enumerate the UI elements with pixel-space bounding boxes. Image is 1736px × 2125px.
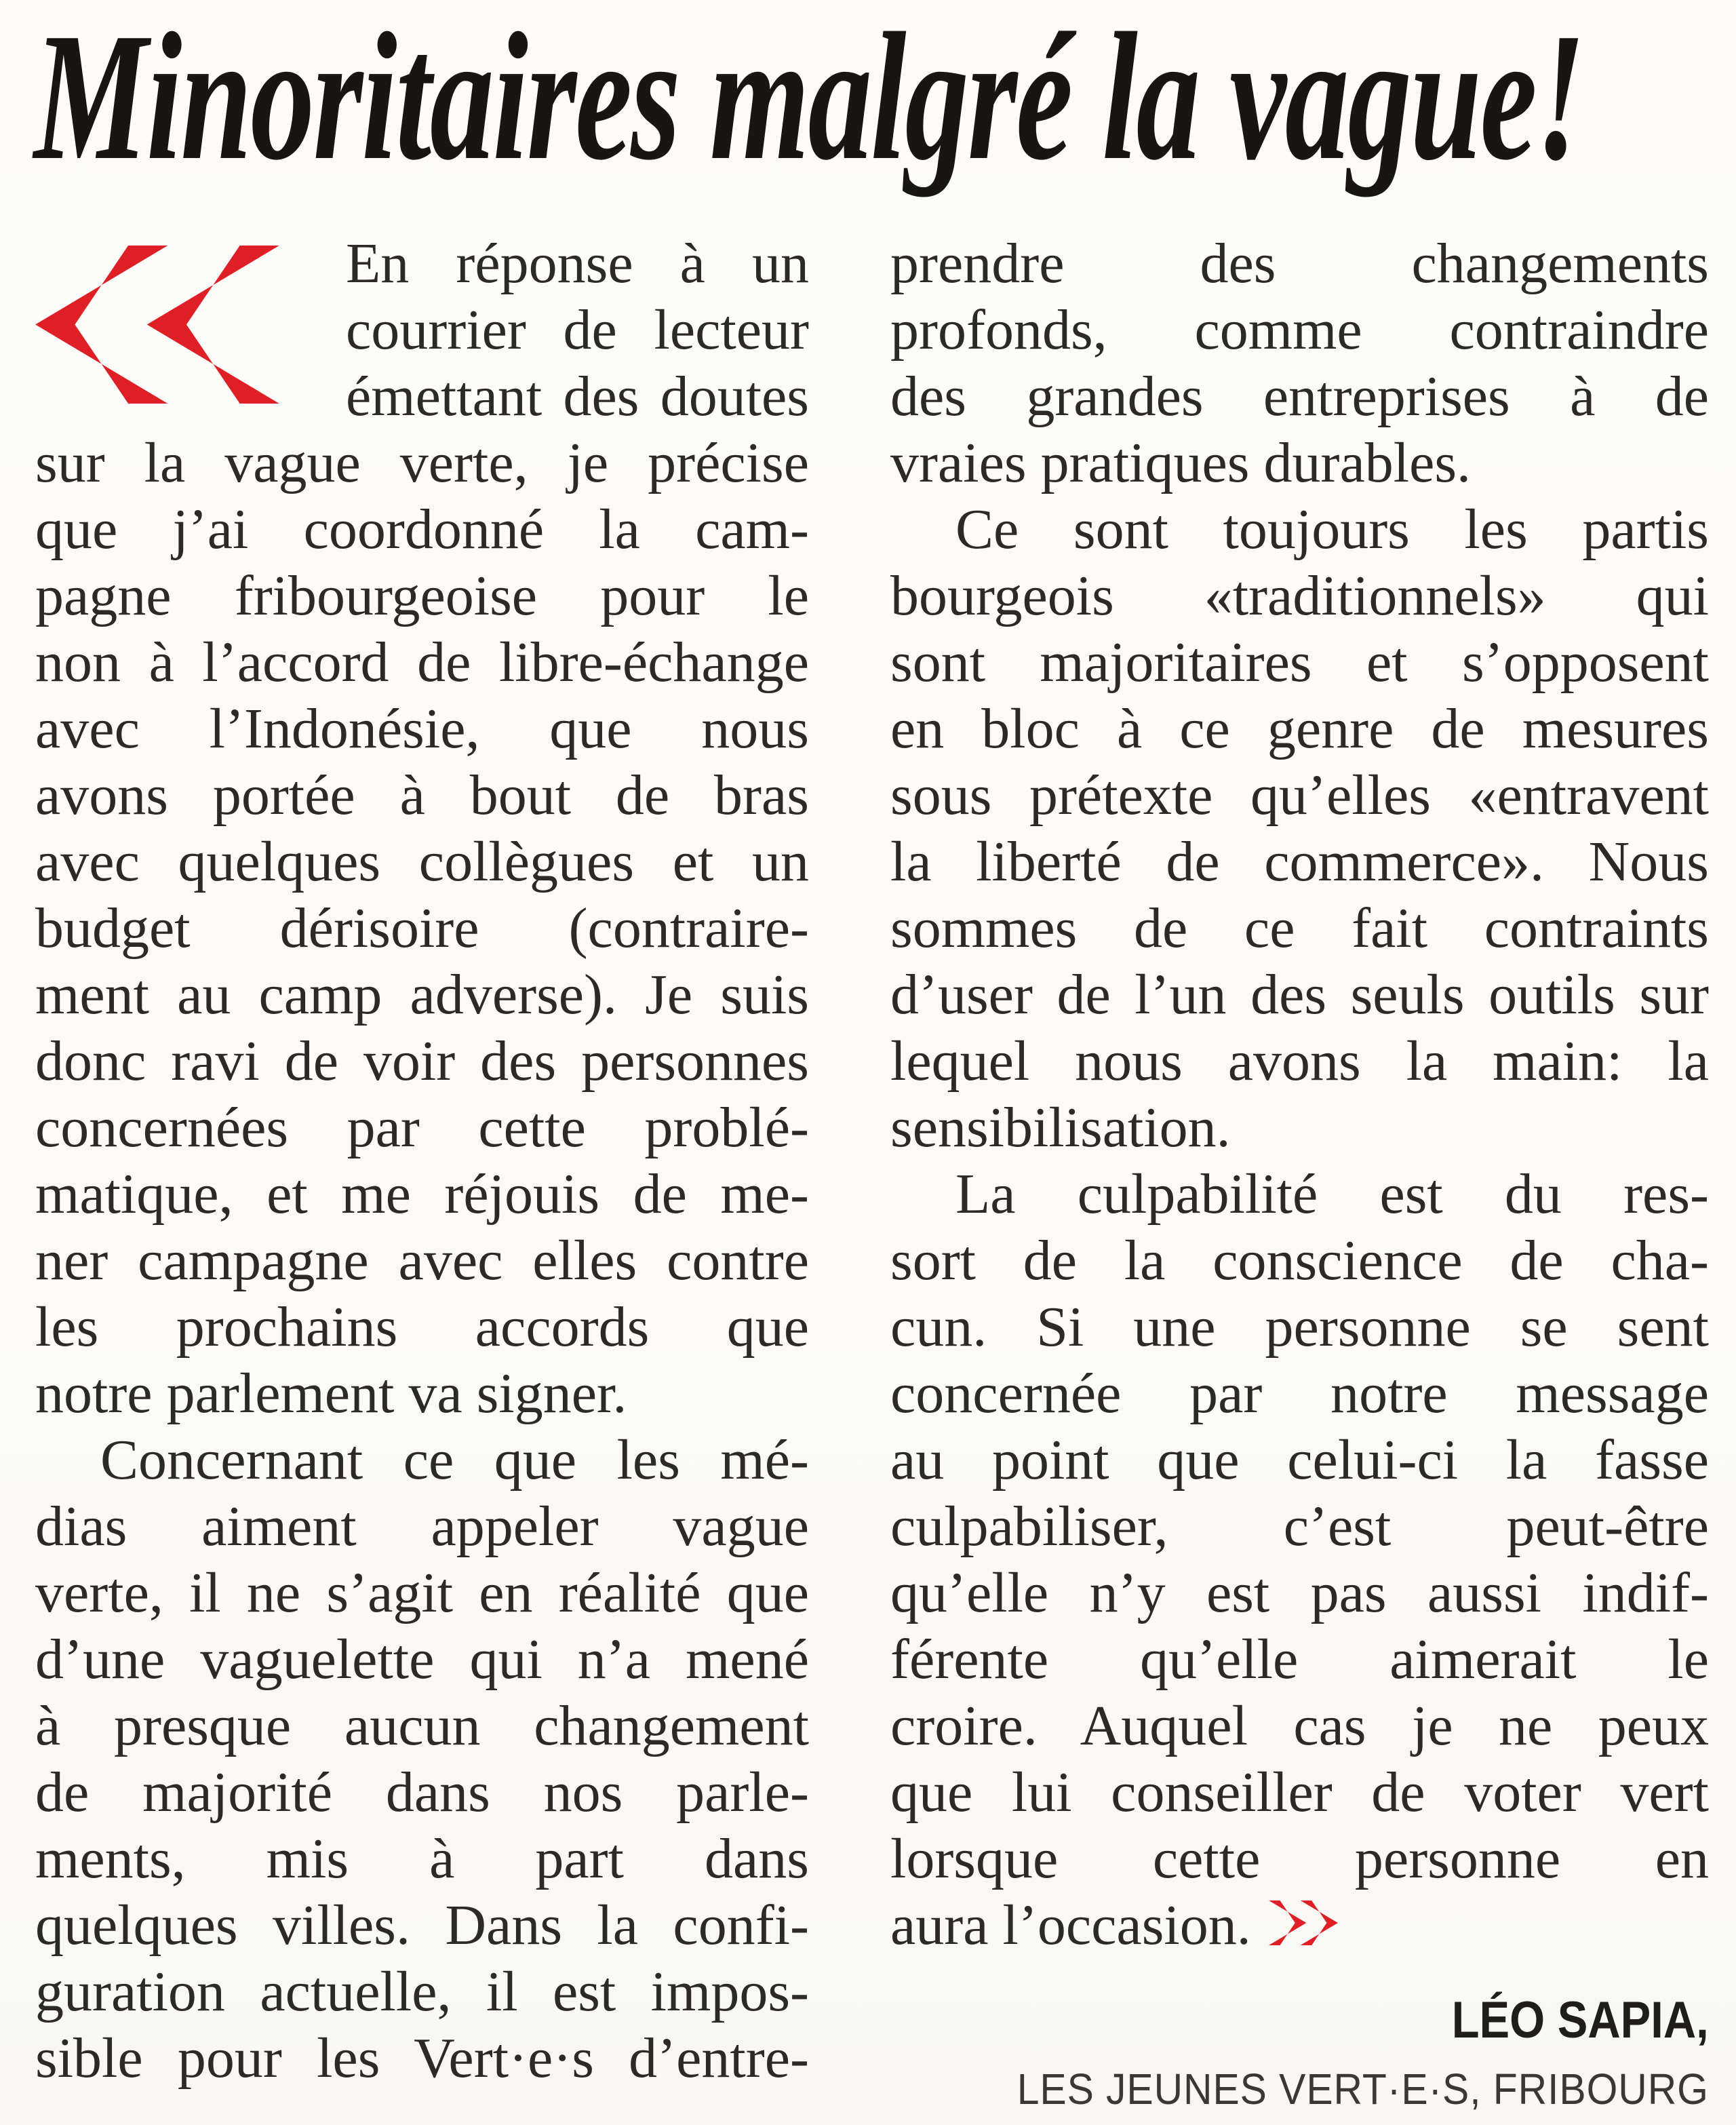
text-line: dias aiment appeler vague bbox=[35, 1495, 809, 1558]
column-left-lines bbox=[35, 231, 809, 2092]
article-column-left bbox=[35, 231, 809, 2119]
text-line: sible pour les Vert·e·s d’entre- bbox=[35, 2027, 809, 2090]
text-line: aura l’occasion. bbox=[890, 1892, 1709, 1959]
text-line: sont majoritaires et s’opposent bbox=[890, 631, 1709, 694]
text-line: férente qu’elle aimerait le bbox=[890, 1628, 1709, 1691]
text-line: profonds, comme contraindre bbox=[890, 298, 1709, 362]
text-line: sommes de ce fait contraints bbox=[890, 897, 1709, 960]
article-columns bbox=[35, 231, 1709, 2119]
text-line: qu’elle n’y est pas aussi indif- bbox=[890, 1561, 1709, 1624]
text-line: bourgeois «traditionnels» qui bbox=[890, 564, 1709, 627]
text-line: avec l’Indonésie, que nous bbox=[35, 697, 809, 760]
text-line: au point que celui-ci la fasse bbox=[890, 1428, 1709, 1492]
text-line: lorsque cette personne en bbox=[890, 1827, 1709, 1890]
signature-block bbox=[890, 1986, 1709, 2119]
text-line: d’une vaguelette qui n’a mené bbox=[35, 1628, 809, 1691]
article-column-right bbox=[890, 231, 1709, 2119]
close-quote-icon bbox=[1269, 1894, 1338, 1959]
text-line: budget dérisoire (contraire- bbox=[35, 897, 809, 960]
text-line: sort de la conscience de cha- bbox=[890, 1229, 1709, 1292]
text-line: sensibilisation. bbox=[890, 1096, 1231, 1159]
text-line: cun. Si une personne se sent bbox=[890, 1295, 1709, 1359]
text-line: pagne fribourgeoise pour le bbox=[35, 564, 809, 627]
text-line: La culpabilité est du res- bbox=[955, 1163, 1709, 1226]
text-line: la liberté de commerce». Nous bbox=[890, 830, 1709, 893]
text-line: concernées par cette problé- bbox=[35, 1096, 809, 1159]
text-line: sur la vague verte, je précise bbox=[35, 431, 809, 494]
text-line: culpabiliser, c’est peut-être bbox=[890, 1495, 1709, 1558]
signature-name: LÉO SAPIA, bbox=[1451, 1991, 1709, 2049]
text-line: avons portée à bout de bras bbox=[35, 764, 809, 827]
text-line: croire. Auquel cas je ne peux bbox=[890, 1694, 1709, 1757]
text-line: à presque aucun changement bbox=[35, 1694, 809, 1757]
text-line: quelques villes. Dans la confi- bbox=[35, 1894, 809, 1957]
text-line: Ce sont toujours les partis bbox=[955, 498, 1709, 561]
text-line: ment au camp adverse). Je suis bbox=[35, 963, 809, 1026]
text-line: concernée par notre message bbox=[890, 1362, 1709, 1425]
open-quote-icon bbox=[35, 231, 346, 427]
text-line: En réponse à un bbox=[346, 232, 809, 295]
text-line: sous prétexte qu’elles «entravent bbox=[890, 764, 1709, 827]
column-right-lines bbox=[890, 231, 1709, 1959]
text-line: courrier de lecteur bbox=[346, 298, 809, 362]
text-line: matique, et me réjouis de me- bbox=[35, 1163, 809, 1226]
text-line: avec quelques collègues et un bbox=[35, 830, 809, 893]
text-line: Concernant ce que les mé- bbox=[100, 1428, 809, 1492]
text-line: guration actuelle, il est impos- bbox=[35, 1960, 809, 2023]
text-line: émettant des doutes bbox=[346, 365, 809, 428]
text-line: que j’ai coordonné la cam- bbox=[35, 498, 809, 561]
text-line: des grandes entreprises à de bbox=[890, 365, 1709, 428]
text-line: donc ravi de voir des personnes bbox=[35, 1030, 809, 1093]
text-line: lequel nous avons la main: la bbox=[890, 1030, 1709, 1093]
text-line: verte, il ne s’agit en réalité que bbox=[35, 1561, 809, 1624]
text-line: que lui conseiller de voter vert bbox=[890, 1761, 1709, 1824]
text-line: en bloc à ce genre de mesures bbox=[890, 697, 1709, 760]
signature-org: LES JEUNES VERT·E·S, FRIBOURG bbox=[1017, 2065, 1709, 2113]
text-line: notre parlement va signer. bbox=[35, 1362, 627, 1425]
article-title: Minoritaires malgré la vague! bbox=[34, 0, 1585, 198]
text-line: d’user de l’un des seuls outils sur bbox=[890, 963, 1709, 1026]
text-line: prendre des changements bbox=[890, 232, 1709, 295]
text-line: ments, mis à part dans bbox=[35, 1827, 809, 1890]
text-line: ner campagne avec elles contre bbox=[35, 1229, 809, 1292]
text-line: vraies pratiques durables. bbox=[890, 431, 1472, 494]
text-line: les prochains accords que bbox=[35, 1295, 809, 1359]
text-line: de majorité dans nos parle- bbox=[35, 1761, 809, 1824]
text-line: non à l’accord de libre-échange bbox=[35, 631, 809, 694]
